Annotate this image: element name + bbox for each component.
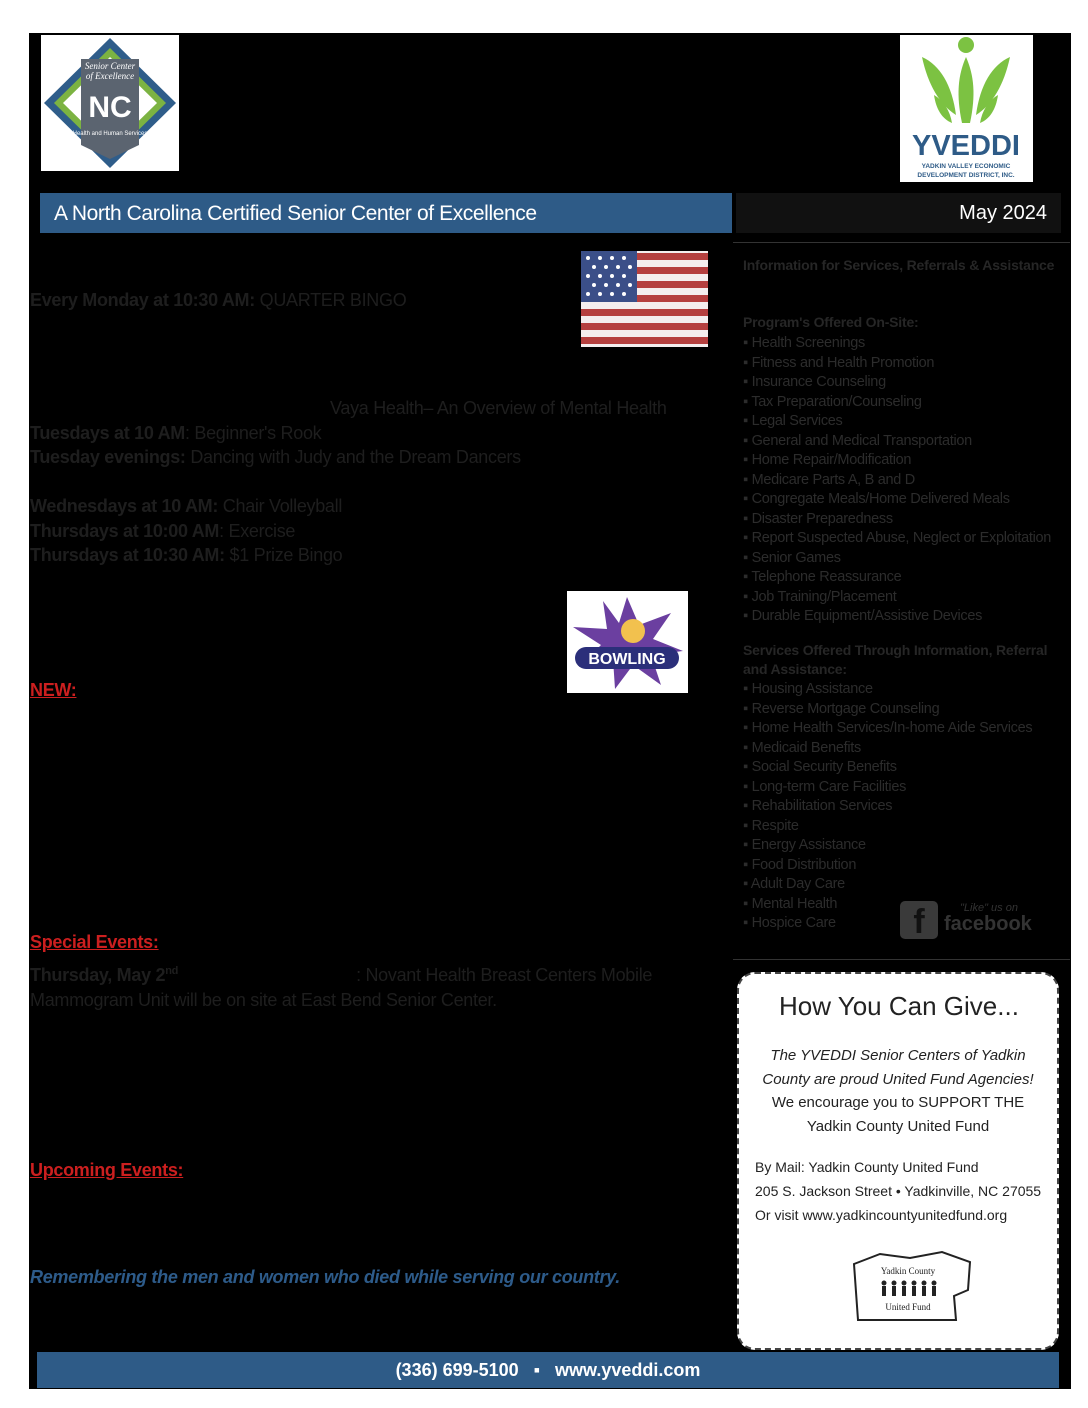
svg-text:YADKIN VALLEY ECONOMIC: YADKIN VALLEY ECONOMIC	[921, 163, 1011, 170]
thursday-bingo: Thursdays at 10:30 AM: $1 Prize Bingo	[30, 545, 343, 565]
thursday-exercise: Thursdays at 10:00 AM: Exercise	[30, 521, 296, 541]
service-list-item: ▪ Tax Preparation/Counseling	[743, 393, 1051, 413]
service-list-item: ▪ Congregate Meals/Home Delivered Meals	[743, 490, 1051, 510]
service-list-item: ▪ Report Suspected Abuse, Neglect or Exploitation	[743, 529, 1051, 549]
svg-text:United Fund: United Fund	[885, 1302, 931, 1312]
facebook-like-badge[interactable]	[900, 897, 1040, 943]
service-list-item: ▪ Hospice Care	[743, 914, 1032, 934]
services-sidebar	[733, 242, 1070, 960]
service-list-item: ▪ Insurance Counseling	[743, 373, 1051, 393]
service-list-item: ▪ Food Distribution	[743, 856, 1032, 876]
info-heading: Information for Services, Referrals & Assistance	[743, 257, 1055, 273]
service-list-item: ▪ Home Health Services/In-home Aide Services	[743, 719, 1032, 739]
yveddi-logo	[900, 35, 1033, 182]
mammogram-event: Thursday, May 2nd : Novant Health Breast Centers Mobile	[30, 965, 653, 985]
onsite-heading: Program's Offered On-Site:	[743, 314, 919, 330]
senior-center-excellence-logo	[41, 35, 179, 171]
svg-text:Senior Center: Senior Center	[84, 61, 136, 71]
give-paragraph-agencies: The YVEDDI Senior Centers of Yadkin County are proud United Fund Agencies!	[762, 1047, 1034, 1088]
service-list-item: ▪ Job Training/Placement	[743, 588, 1051, 608]
footer-bar	[37, 1352, 1059, 1388]
tuesday-rook: Tuesdays at 10 AM: Beginner's Rook	[30, 423, 322, 443]
service-list-item: ▪ Reverse Mortgage Counseling	[743, 700, 1032, 720]
svg-text:Yadkin County: Yadkin County	[880, 1266, 936, 1276]
service-list-item: ▪ Medicare Parts A, B and D	[743, 471, 1051, 491]
svg-text:of Excellence: of Excellence	[85, 71, 135, 81]
facebook-icon: f	[900, 901, 938, 939]
onsite-programs-list	[743, 334, 1051, 627]
service-list-item: ▪ Health Screenings	[743, 334, 1051, 354]
service-list-item: ▪ Disaster Preparedness	[743, 510, 1051, 530]
mammogram-event-line2: Mammogram Unit will be on site at East Bend Senior Center.	[30, 990, 497, 1010]
wednesday-volleyball: Wednesdays at 10 AM: Chair Volleyball	[30, 496, 343, 516]
give-mail-line2: 205 S. Jackson Street • Yadkinville, NC 27055	[755, 1183, 1042, 1199]
referral-heading: Services Offered Through Information, Referral and Assistance:	[743, 642, 1048, 677]
svg-text:NC: NC	[88, 91, 132, 124]
give-title: How You Can Give...	[779, 991, 1019, 1021]
special-events-heading: Special Events:	[30, 932, 159, 952]
title-banner	[40, 193, 732, 233]
give-visit-link[interactable]: Or visit www.yadkincountyunitedfund.org	[755, 1207, 1008, 1223]
service-list-item: ▪ Long-term Care Facilities	[743, 778, 1032, 798]
svg-text:YVEDDI: YVEDDI	[912, 130, 1020, 162]
service-list-item: ▪ Rehabilitation Services	[743, 797, 1032, 817]
service-list-item: ▪ Respite	[743, 817, 1032, 837]
date-banner	[736, 193, 1061, 233]
svg-text:DEVELOPMENT DISTRICT, INC.: DEVELOPMENT DISTRICT, INC.	[917, 172, 1015, 179]
service-list-item: ▪ Housing Assistance	[743, 680, 1032, 700]
facebook-wordmark: facebook	[944, 913, 1032, 935]
vaya-health-event: Vaya Health– An Overview of Mental Health	[330, 398, 667, 418]
service-list-item: ▪ Adult Day Care	[743, 875, 1032, 895]
service-list-item: ▪ Medicaid Benefits	[743, 739, 1032, 759]
american-flag-image	[581, 251, 708, 347]
memorial-day-message: Remembering the men and women who died while serving our country.	[30, 1267, 620, 1287]
new-heading: NEW:	[30, 680, 77, 700]
bowling-image	[567, 591, 688, 693]
tuesday-dancing: Tuesday evenings: Dancing with Judy and the Dream Dancers	[30, 447, 521, 467]
referral-services-list	[743, 680, 1032, 934]
issue-date: May 2024	[959, 202, 1047, 224]
give-paragraph-support: We encourage you to SUPPORT THE Yadkin County United Fund	[771, 1094, 1025, 1135]
service-list-item: ▪ Home Repair/Modification	[743, 451, 1051, 471]
how-you-can-give-box	[737, 972, 1059, 1350]
footer-contact[interactable]: (336) 699-5100 ▪ www.yveddi.com	[395, 1360, 701, 1380]
svg-text:Health and Human Services: Health and Human Services	[72, 131, 148, 137]
service-list-item: ▪ Energy Assistance	[743, 836, 1032, 856]
svg-text:BOWLING: BOWLING	[588, 651, 666, 668]
service-list-item: ▪ Senior Games	[743, 549, 1051, 569]
facebook-like-text: "Like" us on	[960, 902, 1018, 914]
service-list-item: ▪ Fitness and Health Promotion	[743, 354, 1051, 374]
service-list-item: ▪ General and Medical Transportation	[743, 432, 1051, 452]
service-list-item: ▪ Legal Services	[743, 412, 1051, 432]
service-list-item: ▪ Telephone Reassurance	[743, 568, 1051, 588]
service-list-item: ▪ Social Security Benefits	[743, 758, 1032, 778]
yadkin-united-fund-logo	[850, 1250, 975, 1324]
service-list-item: ▪ Durable Equipment/Assistive Devices	[743, 607, 1051, 627]
monday-bingo: Every Monday at 10:30 AM: QUARTER BINGO	[30, 290, 407, 310]
upcoming-events-heading: Upcoming Events:	[30, 1160, 184, 1180]
banner-title: A North Carolina Certified Senior Center of Excellence	[54, 202, 537, 225]
service-list-item: ▪ Mental Health	[743, 895, 1032, 915]
give-mail-line1: By Mail: Yadkin County United Fund	[755, 1159, 979, 1175]
